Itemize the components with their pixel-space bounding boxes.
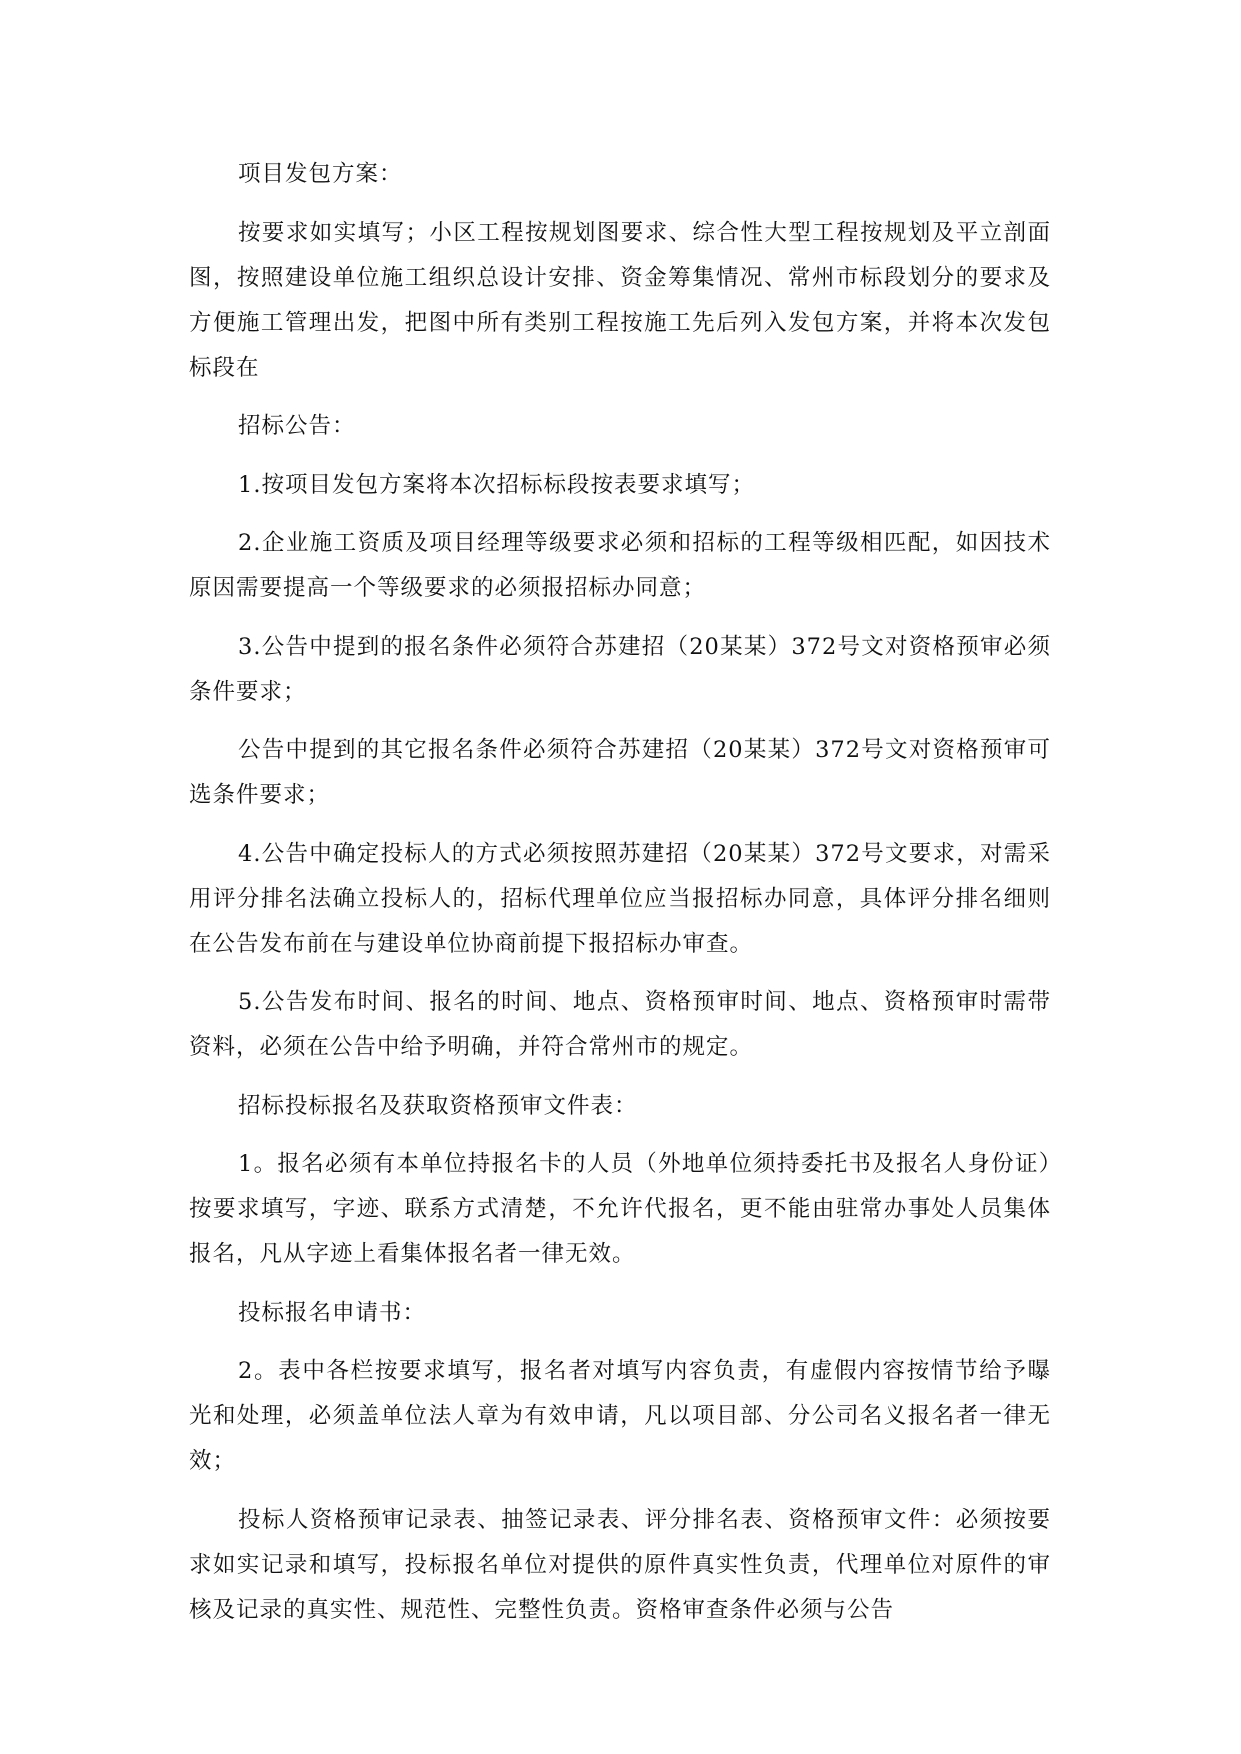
list-item-notice-3: 3.公告中提到的报名条件必须符合苏建招（20某某）372号文对资格预审必须条件要求； xyxy=(189,633,1051,705)
paragraph-prequalification-records: 投标人资格预审记录表、抽签记录表、评分排名表、资格预审文件：必须按要求如实记录和填写，投标报名单位对提供的原件真实性负责，代理单位对原件的审核及记录的真实性、规范性、完整性负责。资格审查条件必须与公告 xyxy=(189,1506,1051,1623)
list-item-registration-1: 1。报名必须有本单位持报名卡的人员（外地单位须持委托书及报名人身份证）按要求填写，字迹、联系方式清楚，不允许代报名，更不能由驻常办事处人员集体报名，凡从字迹上看集体报名者一律无效。 xyxy=(189,1151,1051,1267)
list-item-notice-4: 4.公告中确定投标人的方式必须按照苏建招（20某某）372号文要求，对需采用评分排名法确立投标人的，招标代理单位应当报招标办同意，具体评分排名细则在公告发布前在与建设单位协商前提下报招标办审查。 xyxy=(189,840,1051,957)
list-item-notice-1: 1.按项目发包方案将本次招标标段按表要求填写； xyxy=(238,471,755,498)
section-heading-contract-plan: 项目发包方案： xyxy=(238,161,403,187)
paragraph-contract-plan: 按要求如实填写；小区工程按规划图要求、综合性大型工程按规划及平立剖面图，按照建设单位施工组织总设计安排、资金筹集情况、常州市标段划分的要求及方便施工管理出发，把图中所有类别工程按施工先后列入发包方案，并将本次发包标段在 xyxy=(189,219,1051,381)
paragraph-optional-conditions: 公告中提到的其它报名条件必须符合苏建招（20某某）372号文对资格预审可选条件要求； xyxy=(189,737,1051,808)
document-page xyxy=(189,152,1051,1646)
list-item-notice-2: 2.企业施工资质及项目经理等级要求必须和招标的工程等级相匹配，如因技术原因需要提高一个等级要求的必须报招标办同意； xyxy=(189,530,1051,601)
list-item-notice-5: 5.公告发布时间、报名的时间、地点、资格预审时间、地点、资格预审时需带资料，必须在公告中给予明确，并符合常州市的规定。 xyxy=(189,989,1051,1060)
section-heading-registration-form: 招标投标报名及获取资格预审文件表： xyxy=(238,1092,638,1119)
section-heading-tender-notice: 招标公告： xyxy=(238,413,356,439)
section-heading-application: 投标报名申请书： xyxy=(238,1299,427,1326)
list-item-application-2: 2。表中各栏按要求填写，报名者对填写内容负责，有虚假内容按情节给予曝光和处理，必须盖单位法人章为有效申请，凡以项目部、分公司名义报名者一律无效； xyxy=(189,1358,1051,1474)
